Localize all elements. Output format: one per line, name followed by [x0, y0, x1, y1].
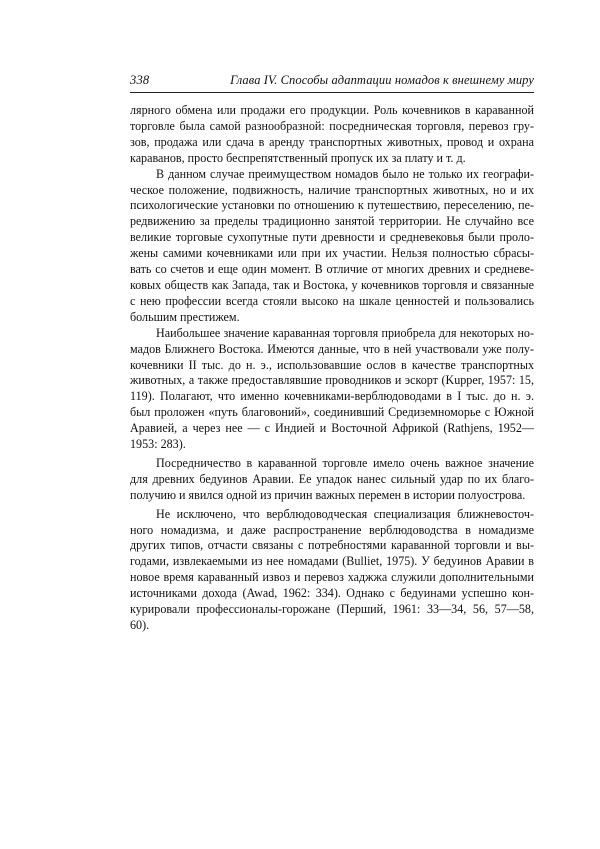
paragraph: Не исключено, что верблюдоводческая специализация ближневосточного номадизма, и даже распространение верблюдоводства в номадизме других типов, отчасти связаны с потребностями караванной торговли и выгодами, извлекаемыми из нее номадами (Bulliet, 1975). У бедуинов Аравии в новое время караванный извоз и перевоз хаджжа служили дополнительными источниками дохода (Awad, 1962: 334). Однако с бедуинами успешно конкурировали профессионалы-горожане (Перший, 1961: 33—34, 56, 57—58, 60).	[130, 506, 534, 632]
page-number: 338	[130, 73, 150, 87]
body-text	[130, 103, 534, 634]
paragraph: В данном случае преимуществом номадов было не только их географическое положение, подвижность, наличие транспортных животных, но и их психологические установки по отношению к путешествию, переселению, передвижению за пределы традиционно занятой территории. Не случайно все великие торговые сухопутные пути древности и средневековья были проложены самими кочевниками или при их участии. Нельзя полностью сбрасывать со счетов и еще один момент. В отличие от многих древних и средневековых обществ как Запада, так и Востока, у кочевников торговля и связанные с нею профессии всегда стояли высоко на шкале ценностей и пользовались большим престижем.	[130, 166, 534, 324]
paragraph-continuation: лярного обмена или продажи его продукции. Роль кочевников в караванной торговле была самой разнообразной: посредническая торговля, перевоз грузов, продажа или сдача в аренду транспортных животных, провод и охрана караванов, просто беспрепятственный пропуск их за плату и т. д.	[130, 103, 534, 165]
chapter-title: Глава IV. Способы адаптации номадов к внешнему миру	[230, 73, 534, 87]
book-page	[130, 72, 534, 634]
running-header	[130, 72, 534, 93]
paragraph: Наибольшее значение караванная торговля приобрела для некоторых номадов Ближнего Востока. Имеются данные, что в ней участвовали уже полукочевники II тыс. до н. э., использовавшие ослов в качестве транспортных животных, а также предоставлявшие проводников и эскорт (Kupper, 1957: 15, 119). Полагают, что именно кочевниками-верблюдоводами в I тыс. до н. э. был проложен «путь благовоний», соединивший Средиземноморье с Южной Аравией, а через нее — с Индией и Восточной Африкой (Rathjens, 1952—1953: 283).	[130, 325, 534, 452]
paragraph: Посредничество в караванной торговле имело очень важное значение для древних бедуинов Аравии. Ее упадок нанес сильный удар по их благополучию и явился одной из причин важных перемен в истории полуострова.	[130, 455, 534, 502]
